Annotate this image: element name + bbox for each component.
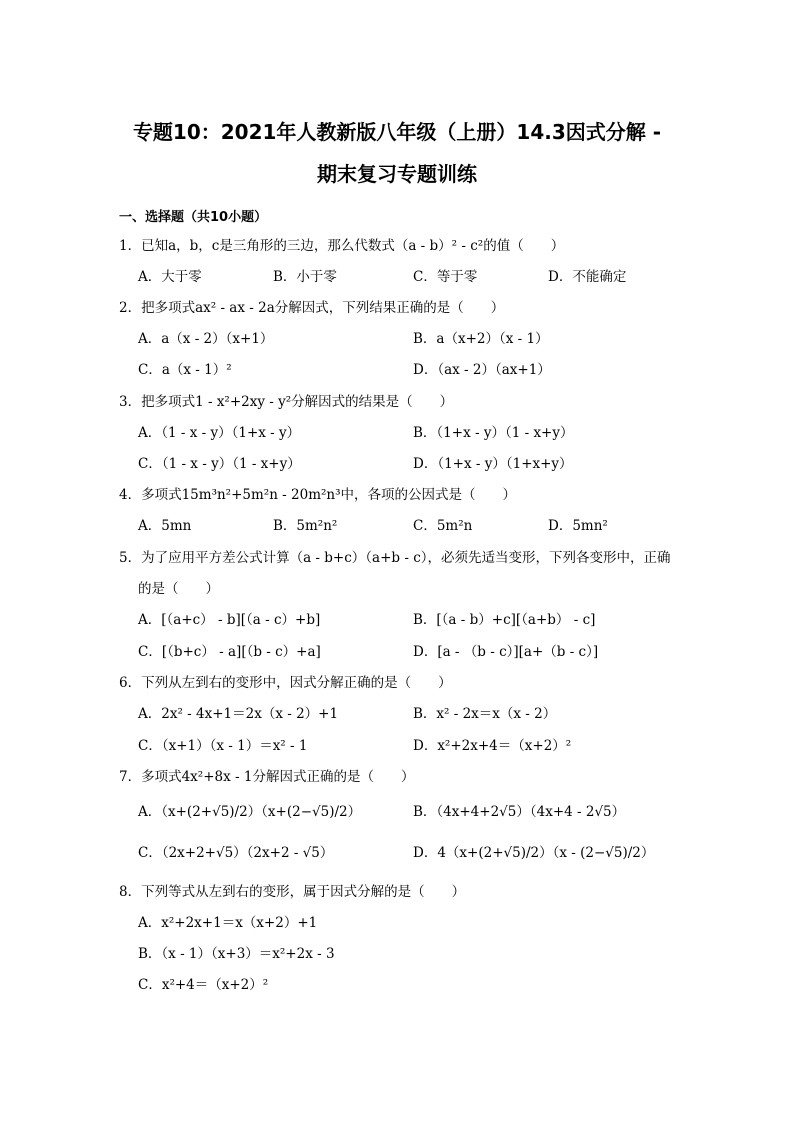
q3-option-c: C．（1 - x - y）（1 - x+y） bbox=[138, 456, 301, 472]
q7-option-c: C．（2x+2+√5）（2x+2 - √5） bbox=[138, 845, 334, 861]
question-5-line-1: 5．为了应用平方差公式计算（a - b+c）（a+b - c），必须先适当变形，下列各变形中，正确 bbox=[119, 550, 671, 566]
q6-option-d: D．x²+2x+4＝（x+2）² bbox=[413, 738, 572, 754]
q5-option-c: C．[（b+c） - a][（b - c）+a] bbox=[138, 644, 321, 660]
q3-option-d: D．（1+x - y）（1+x+y） bbox=[413, 456, 573, 472]
section-heading: 一、选择题（共10小题） bbox=[119, 210, 268, 225]
q8-option-b: B．（x - 1）（x+3）＝x²+2x - 3 bbox=[138, 946, 335, 962]
question-4: 4．多项式15m³n²+5m²n - 20m²n³中，各项的公因式是（ ） bbox=[119, 487, 517, 503]
q1-option-a: A．大于零 bbox=[138, 269, 202, 285]
q4-option-c: C．5m²n bbox=[413, 518, 473, 534]
q5-option-a: A．[（a+c） - b][（a - c）+b] bbox=[138, 612, 321, 628]
question-3: 3．把多项式1 - x²+2xy - y²分解因式的结果是（ ） bbox=[119, 394, 454, 410]
q2-option-d: D．（ax - 2）（ax+1） bbox=[413, 362, 551, 378]
title-line-2: 期末复习专题训练 bbox=[317, 162, 477, 186]
q3-option-b: B．（1+x - y）（1 - x+y） bbox=[413, 425, 574, 441]
q7-option-d: D．4（x+(2+√5)/2）（x - (2−√5)/2） bbox=[413, 845, 655, 861]
q6-option-a: A．2x² - 4x+1＝2x（x - 2）+1 bbox=[138, 706, 339, 722]
q4-option-b: B．5m²n² bbox=[273, 518, 338, 534]
q7-option-b: B．（4x+4+2√5）（4x+4 - 2√5） bbox=[413, 804, 626, 820]
q1-option-b: B．小于零 bbox=[273, 269, 337, 285]
q1-option-c: C．等于零 bbox=[413, 269, 478, 285]
q2-option-c: C．a（x - 1）² bbox=[138, 362, 232, 378]
question-2: 2．把多项式ax² - ax - 2a分解因式，下列结果正确的是（ ） bbox=[119, 300, 505, 316]
q1-option-d: D．不能确定 bbox=[548, 269, 627, 285]
title-line-1: 专题10：2021年人教新版八年级（上册）14.3因式分解 - bbox=[132, 120, 662, 144]
q2-option-b: B．a（x+2）（x - 1） bbox=[413, 331, 549, 347]
q5-option-d: D．[a - （b - c）][a+（b - c）] bbox=[413, 644, 599, 660]
question-1: 1．已知a，b，c是三角形的三边，那么代数式（a - b）² - c²的值（ ） bbox=[119, 238, 565, 254]
question-8: 8．下列等式从左到右的变形，属于因式分解的是（ ） bbox=[119, 884, 466, 900]
question-5-line-2: 的是（ ） bbox=[138, 581, 219, 597]
q8-option-c: C．x²+4＝（x+2）² bbox=[138, 977, 269, 993]
q8-option-a: A．x²+2x+1＝x（x+2）+1 bbox=[138, 915, 318, 931]
question-6: 6．下列从左到右的变形中，因式分解正确的是（ ） bbox=[119, 675, 452, 691]
q6-option-c: C．（x+1）（x - 1）＝x² - 1 bbox=[138, 738, 308, 754]
q4-option-d: D．5mn² bbox=[548, 518, 608, 534]
q2-option-a: A．a（x - 2）（x+1） bbox=[138, 331, 274, 347]
q4-option-a: A．5mn bbox=[138, 518, 192, 534]
q7-option-a: A．（x+(2+√5)/2）（x+(2−√5)/2） bbox=[138, 804, 362, 820]
q5-option-b: B．[（a - b）+c][（a+b） - c] bbox=[413, 612, 596, 628]
q3-option-a: A．（1 - x - y）（1+x - y） bbox=[138, 425, 301, 441]
question-7: 7．多项式4x²+8x - 1分解因式正确的是（ ） bbox=[119, 769, 415, 785]
q6-option-b: B．x² - 2x＝x（x - 2） bbox=[413, 706, 557, 722]
